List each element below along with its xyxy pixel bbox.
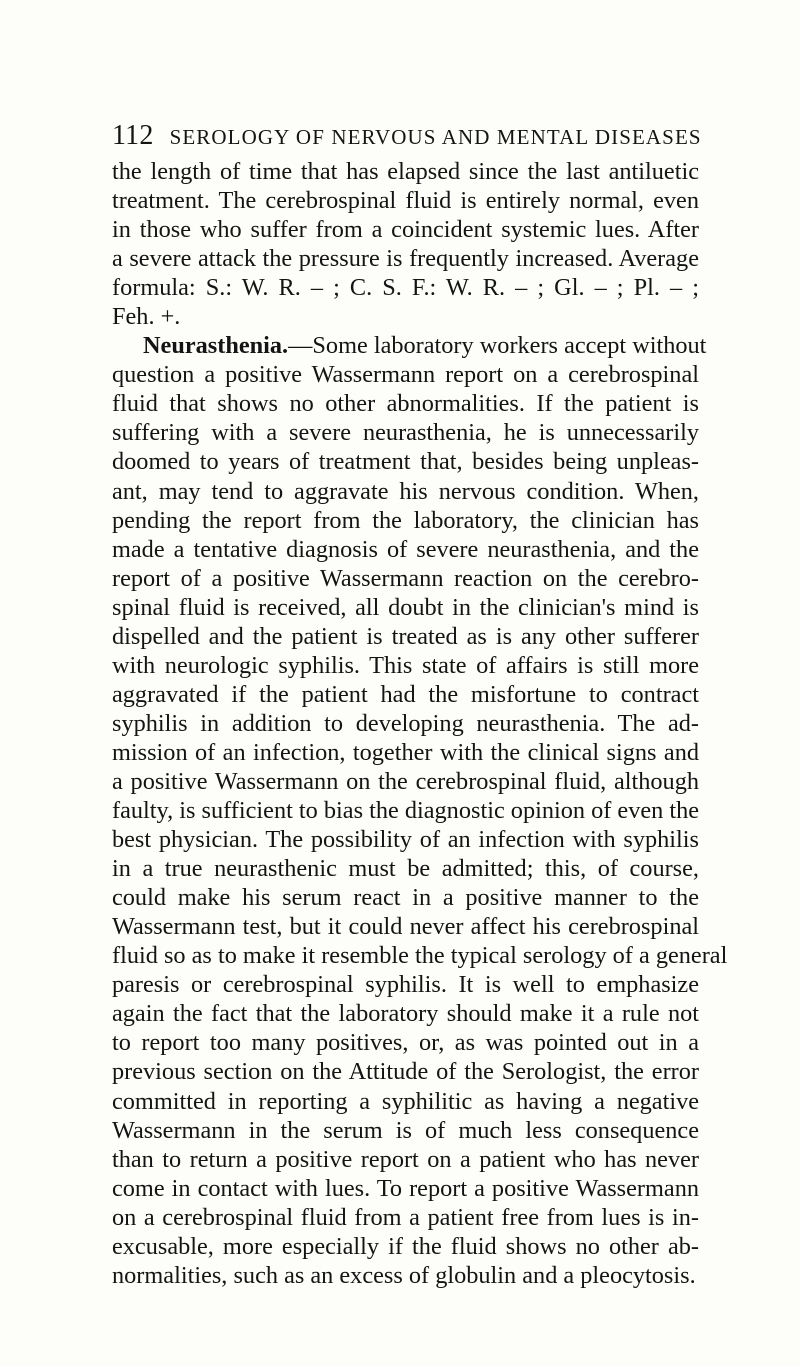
text-line: made a tentative diagnosis of severe neurasthenia, and the (112, 535, 699, 563)
page-number: 112 (112, 120, 154, 151)
text-line: spinal fluid is received, all doubt in the clinician's mind is (112, 593, 699, 621)
text-line: could make his serum react in a positive manner to the (112, 884, 699, 912)
text-line: the length of time that has elapsed since the last antiluetic (112, 158, 699, 185)
text-line: aggravated if the patient had the misfortune to contract (112, 680, 699, 708)
text-line: come in contact with lues. To report a positive Wassermann (112, 1174, 699, 1202)
text-line: normalities, such as an excess of globulin and a pleocytosis. (112, 1261, 696, 1289)
text-line: formula: S.: W. R. – ; C. S. F.: W. R. – ; Gl. – ; Pl. – ; (112, 274, 699, 302)
text-line: on a cerebrospinal fluid from a patient free from lues is in- (112, 1203, 699, 1231)
text-line: previous section on the Attitude of the Serologist, the error (112, 1058, 699, 1086)
text-line: paresis or cerebrospinal syphilis. It is well to emphasize (112, 971, 699, 999)
text-line: committed in reporting a syphilitic as having a negative (112, 1087, 699, 1115)
text-line: again the fact that the laboratory should make it a rule not (112, 1000, 699, 1028)
text-line: report of a positive Wassermann reaction on the cerebro- (112, 564, 699, 592)
text-line: to report too many positives, or, as was pointed out in a (112, 1029, 699, 1057)
text-line: a severe attack the pressure is frequently increased. Average (112, 245, 699, 273)
text-line: with neurologic syphilis. This state of affairs is still more (112, 651, 699, 679)
body-text (112, 157, 728, 1290)
text-line: best physician. The possibility of an infection with syphilis (112, 826, 699, 854)
text-line: in a true neurasthenic must be admitted; this, of course, (112, 855, 699, 883)
running-head (112, 120, 702, 150)
text-line: syphilis in addition to developing neurasthenia. The ad- (112, 709, 699, 737)
text-line: excusable, more especially if the fluid shows no other ab- (112, 1232, 699, 1260)
text-line: Wassermann test, but it could never affect his cerebrospinal (112, 913, 699, 941)
text-line: question a positive Wassermann report on a cerebrospinal (112, 361, 699, 389)
text-line: ant, may tend to aggravate his nervous condition. When, (112, 477, 699, 505)
text-line: pending the report from the laboratory, the clinician has (112, 506, 699, 534)
text-line: faulty, is sufficient to bias the diagnostic opinion of even the (112, 797, 700, 825)
text-line: Feh. +. (112, 303, 181, 331)
text-line: doomed to years of treatment that, besides being unpleas- (112, 448, 699, 476)
text-line: Wassermann in the serum is of much less consequence (112, 1116, 699, 1144)
text-line: in those who suffer from a coincident systemic lues. After (112, 216, 699, 244)
text-line: than to return a positive report on a patient who has never (112, 1145, 699, 1173)
text-line: dispelled and the patient is treated as is any other sufferer (112, 622, 699, 650)
text-line: a positive Wassermann on the cerebrospinal fluid, although (112, 767, 699, 795)
paragraph-first-line (112, 331, 707, 360)
section-heading: Neurasthenia. (143, 332, 289, 360)
text-line: suffering with a severe neurasthenia, he is unnecessarily (112, 419, 699, 447)
text-line: fluid that shows no other abnormalities. If the patient is (112, 390, 699, 418)
running-title: SEROLOGY OF NERVOUS AND MENTAL DISEASES (169, 125, 702, 149)
text-line: —Some laboratory workers accept without (288, 332, 707, 360)
text-line: fluid so as to make it resemble the typical serology of a general (112, 942, 728, 970)
text-line: mission of an infection, together with the clinical signs and (112, 738, 699, 766)
text-line: treatment. The cerebrospinal fluid is entirely normal, even (112, 187, 699, 215)
